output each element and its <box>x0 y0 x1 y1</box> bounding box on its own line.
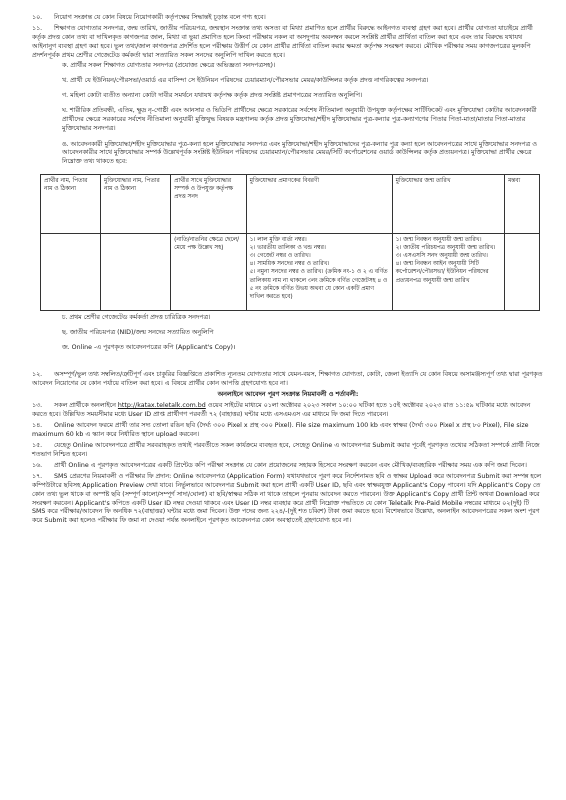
clause-12 <box>32 371 544 389</box>
clause-text: Online আবেদন ফরমে প্রার্থী তার সদ্য তোলা রঙিন ছবি (দৈর্ঘ্য ৩০০ Pixel x প্রস্থ ৩০০ Pixel). File size maximum 100 kb এবং স্বাক্ষর (দৈর্ঘ্য ৩০০ Pixel x প্রস্থ ৮০ Pixel), File size maximum 60 kb এ স্ক্যান করে নির্ধারিত স্থানে upload করবেন। <box>32 422 529 438</box>
proof-item: ৫। নমুনা সনদের নম্বর ও তারিখ। (ক্রমিক নং-১ ও ২ এ বর্ণিত তালিকায় নাম না থাকলে ৩নং ক্রমিকে বর্ণিত গেজেটসহ ৪ ও ৫ নং ক্রমিকে বর্ণিত উভয় অথবা যে কোন একটি প্রমাণ দাখিল করতে হবে) <box>249 269 388 301</box>
dob-item: ২। জাতীয় পরিচয়পত্র অনুযায়ী জন্ম তারিখ। <box>395 244 496 251</box>
clause-text: প্রার্থী Online এ পূরণকৃত আবেদনপত্রের একটি প্রিন্টেড কপি পরীক্ষা সংক্রান্ত যে কোন প্রয়োজনের সহায়ক হিসেবে সংরক্ষণ করবেন এবং মৌখিক/ব্যবহারিক পরীক্ষার সময় এক কপি জমা দিবেন। <box>54 461 527 469</box>
proof-item: ৩। গেজেট নম্বর ও তারিখ। <box>249 253 311 260</box>
list-item: ঙ. আবেদনকারী মুক্তিযোদ্ধা/শহীদ মুক্তিযোদ্ধার পুত্র-কন্যা হলে মুক্তিযোদ্ধার সনদপত্র এবং মুক্তিযোদ্ধা/শহীদ মুক্তিযোদ্ধাদের পুত্র-কন্যার পুত্র কন্যা হলে আবেদনপত্রের সাথে মুক্তিযোদ্ধার সনদপত্র ও আবেদনকারীর সাথে মুক্তিযোদ্ধার সম্পর্ক উল্লেখপূর্বক সংশ্লিষ্ট ইউনিয়ন পরিষদের চেয়ারম্যান/পৌরসভার মেয়র/সিটি কর্পোরেশনের ওয়ার্ড কাউন্সিলর কর্তৃক প্রত্যয়নপত্র। মুক্তিযোদ্ধা প্রার্থীর ক্ষেত্রে নিম্নোক্ত তথ্য থাকতে হবে: <box>62 140 537 166</box>
clause-number: ১৫. <box>32 441 43 449</box>
list-item: জ. Online -এ পূরণকৃত আবেদনপত্রের কপি (Applicant's Copy)। <box>62 344 236 352</box>
clause-17 <box>32 473 544 527</box>
clause-number: ১০. <box>32 14 43 21</box>
clause-14 <box>32 422 544 440</box>
dob-item: ১। জন্ম নিবন্ধন অনুযায়ী জন্ম তারিখ। <box>395 236 482 243</box>
clause-10 <box>32 14 544 23</box>
application-website-link[interactable]: http://katax.teletalk.com.bd <box>117 402 206 410</box>
freedom-fighter-info-table <box>40 174 540 311</box>
table-cell <box>392 233 504 310</box>
table-header: প্রার্থীর নাম, পিতার নাম ও ঠিকানা <box>41 174 101 233</box>
table-header: মন্তব্য <box>505 174 540 233</box>
clause-number: ১৭. <box>32 472 43 480</box>
clause-text: শিক্ষাগত যোগ্যতার সনদপত্র, জন্ম তারিখ, জাতীয় পরিচয়পত্র, জন্মস্থান সংক্রান্ত তথ্য অসত্য বা মিথ্যা প্রমাণিত হলে প্রার্থীর বিরুদ্ধে আইনগত ব্যবস্থা গ্রহণ করা হবে। প্রার্থীর যোগ্যতা যাচাইয়ে প্রার্থী কর্তৃক প্রদত্ত কোন তথ্য বা দাখিলকৃত কাগজপত্র জাল, মিথ্যা বা ভুয়া প্রমাণিত হলে কিংবা পরীক্ষায় নকল বা অসদুপায় অবলম্বন করলে সংশ্লিষ্ট প্রার্থীর প্রার্থিতা বাতিল করা হবে এবং তার বিরুদ্ধে যথাযথ আইনানুগ ব্যবস্থা গ্রহণ করা হবে। ভুল তথ্য/জাল কাগজপত্র প্রদর্শিত হলে পরীক্ষায় উত্তীর্ণ যে কোন প্রার্থীর প্রার্থিতা বাতিল করার ক্ষমতা কর্তৃপক্ষ সংরক্ষণ করবে। মৌখিক পরীক্ষার সময় কাগজপত্রের মূলকপি প্রদর্শনপূর্বক প্রথম শ্রেণীর গেজেটেড কর্মকর্তা দ্বারা সত্যায়িত সকল সনদের অনুলিপি দাখিল করতে হবে। <box>32 24 533 59</box>
dob-item: ৩। এসএসসি সনদ অনুযায়ী জন্ম তারিখ। <box>395 253 488 260</box>
clause-text: সকল প্রার্থীকে অনলাইনে <box>54 402 116 410</box>
proof-item: ১। লাল মুক্তি বার্তা নম্বর। <box>249 236 307 243</box>
clause-text: ওয়েব সাইটের মাধ্যমে ০১লা অক্টোবর ২০২৩ সকাল ১০:০০ ঘটিকা হতে ১৫ই অক্টোবর ২০২৩ রাত ১১:৫৯ ঘটিকার মধ্যে আবেদন করতে হবে। উল্লিখিত সময়সীমার মধ্যে User ID প্রাপ্ত প্রার্থীগণ পরবর্তী ৭২ (বাহাত্তর) ঘন্টার মধ্যে এসএমএস এর মাধ্যমে ফি জমা দিতে পারবেন। <box>32 402 531 419</box>
list-item: ছ. জাতীয় পরিচয়পত্র (NID)/জন্ম সনদের সত্যায়িত অনুলিপি <box>62 328 214 336</box>
table-header: প্রার্থীর সাথে মুক্তিযোদ্ধার সম্পর্ক ও উপযুক্ত কর্তৃপক্ষ প্রদত্ত সনদ <box>171 174 246 233</box>
proof-item: ২। ভারতীয় তালিকা ও খন্ড নম্বর। <box>249 244 326 251</box>
list-item: ক. প্রার্থীর সকল শিক্ষাগত যোগ্যতার সনদপত্র (প্রযোজ্য ক্ষেত্রে অভিজ্ঞতা সনদপত্রসহ)। <box>62 61 276 69</box>
clause-text: নিয়োগ সংক্রান্ত যে কোন বিষয়ে নিয়োগকারী কর্তৃপক্ষের সিদ্ধান্তই চূড়ান্ত বলে গণ্য হবে। <box>54 14 266 21</box>
online-rules-heading: অনলাইনে আবেদন পূরণ সংক্রান্ত নিয়মাবলী ও শর্তাবলী: <box>217 391 359 399</box>
proof-item: ৪। সাময়িক সনদের নম্বর ও তারিখ। <box>249 261 330 268</box>
table-cell <box>246 233 392 310</box>
dob-item: ৪। জন্ম নিবন্ধন আইন অনুযায়ী সিটি কর্পোরেশন/পৌরসভা/ ইউনিয়ন পরিষদের প্রত্যয়নপত্র অনুযায়ী জন্ম তারিখ <box>395 261 489 284</box>
clause-text: SMS প্রেরণের নিয়মাবলী ও পরীক্ষার ফি প্রদান: Online আবেদনপত্র (Application Form) যথাযথভাবে পূরণ করে নির্দেশনামত ছবি ও স্বাক্ষর Upload করে আবেদনপত্র Submit করা সম্পন্ন হলে কম্পিউটারে ছবিসহ Application Preview দেখা যাবে। নির্ভুলভাবে আবেদনপত্র Submit করা হলে প্রার্থী একটি User ID, ছবি এবং স্বাক্ষরযুক্ত Applicant's Copy পাবেন। যদি Applicant's Copy তে কোন তথ্য ভুল থাকে বা অস্পষ্ট ছবি (সম্পূর্ণ কালো/সম্পূর্ণ সাদা/ঘোলা) বা ছবি/স্বাক্ষর সঠিক না থাকে তাহলে পুনরায় আবেদন করতে পারবেন। উক্ত Applicant's Copy প্রার্থী প্রিন্ট অথবা Download করে সংরক্ষণ করবেন। Applicant's কপিতে একটি User ID নম্বর দেওয়া থাকবে এবং User ID নম্বর ব্যবহার করে প্রার্থী নিম্নোক্ত পদ্ধতিতে যে কোন Teletalk Pre-Paid Mobile নম্বরের মাধ্যমে ০২(দুই) টি SMS করে পরীক্ষার/আবেদন ফি অনধিক ৭২(বাহাত্তর) ঘন্টার মধ্যে জমা দিবেন। উক্ত পদের জন্য ২২৪/-(দুই শত চব্বিশ) টাকা জমা করতে হবে। বিশেষভাবে উল্লেখ্য, অনলাইন আবেদনপত্রের সকল অংশ পূরণ করে Submit করা হলেও পরীক্ষার ফি জমা না দেওয়া পর্যন্ত অনলাইনে পূরণকৃত আবেদনপত্র কোন অবস্থাতেই গ্রহণযোগ্য হবে না। <box>32 472 541 525</box>
clause-15 <box>32 442 544 460</box>
clause-number: ১৪. <box>32 422 43 429</box>
clause-number: ১৬. <box>32 461 43 469</box>
list-item: গ. মহিলা কোটা ব্যতীত অন্যান্য কোটা দাবীর সমর্থনে যথাযথ কর্তৃপক্ষ কর্তৃক প্রদত্ত সংশ্লিষ্ট প্রমাণপত্রের সত্যায়িত অনুলিপি। <box>62 92 363 100</box>
list-item: চ. প্রথম শ্রেণীর গেজেটেড কর্মকর্তা প্রদত্ত চারিত্রিক সনদপত্র। <box>62 313 211 321</box>
table-header: মুক্তিযোদ্ধার প্রমাণকের বিবরণী <box>246 174 392 233</box>
table-cell <box>101 233 171 310</box>
table-cell: (নাতি/নাতনির ক্ষেত্রে ছেলে/মেয়ে পক্ষ উল্লেখ সহ) <box>171 233 246 310</box>
clause-text: যেহেতু Online আবেদনপত্রে প্রার্থীর সরবরাহকৃত তথ্যই পরবর্তীতে সকল কার্যক্রমে ব্যবহৃত হবে, সেহেতু Online এ আবেদনপত্র Submit করার পূর্বেই পূরণকৃত তথ্যের সঠিকতা সম্পর্কে প্রার্থী নিজে শতভাগ নিশ্চিত হবেন। <box>32 441 540 458</box>
table-cell <box>41 233 101 310</box>
clause-13 <box>32 402 544 420</box>
clause-11 <box>32 25 544 167</box>
table-header: মুক্তিযোদ্ধার নাম, পিতার নাম ও ঠিকানা <box>101 174 171 233</box>
clause-16 <box>32 462 544 471</box>
table-header: মুক্তিযোদ্ধার জন্ম তারিখ <box>392 174 504 233</box>
table-cell <box>505 233 540 310</box>
clause-text: অসম্পূর্ণ/ভুল তথ্য সম্বলিত/ত্রুটিপূর্ণ এবং চাকুরির বিজ্ঞপ্তিতে প্রকাশিত ন্যূনতম যোগ্যতার সাথে যেমন-বয়স, শিক্ষাগত যোগ্যতা, কোটা, জেলা ইত্যাদি যে কোন বিষয়ে অসামঞ্জস্যপূর্ণ তথ্য দ্বারা পূরণকৃত আবেদন নিয়োগের যে কোন পর্যায়ে বাতিল করা হবে। এ বিষয়ে প্রার্থীর কোন আপত্তি গ্রহণযোগ্য হবে না। <box>32 371 543 388</box>
clause-number: ১৩. <box>32 402 43 410</box>
document-page <box>32 14 544 526</box>
list-item: খ. প্রার্থী যে ইউনিয়ন/পৌরসভা/ওয়ার্ড এর বাসিন্দা সে ইউনিয়ন পরিষদের চেয়ারম্যান/পৌরসভার মেয়র/কাউন্সিলর কর্তৃক প্রদত্ত নাগরিকত্বের সনদপত্র। <box>62 76 429 84</box>
clause-11-continued <box>32 314 544 353</box>
list-item: ঘ. শারীরিক প্রতিবন্ধী, এতিম, ক্ষুদ্র নৃ-গোষ্ঠী এবং আনসার ও ভিডিপি প্রার্থীদের ক্ষেত্রে সরকারের সর্বশেষ নীতিমালা অনুযায়ী উপযুক্ত কর্তৃপক্ষের সার্টিফিকেট এবং মুক্তিযোদ্ধা কোটার আবেদনকারী প্রার্থীদের ক্ষেত্রে সরকারের সর্বশেষ নীতিমালা অনুযায়ী মুক্তিযুদ্ধ বিষয়ক মন্ত্রণালয় কর্তৃক প্রদত্ত মুক্তিযোদ্ধা/শহীদ মুক্তিযোদ্ধার পুত্র-কন্যার পুত্র-কন্যাগণের পিতার পিতা-মাতা/মাতার পিতা-মাতার মুক্তিযোদ্ধার সনদপত্র। <box>62 107 537 133</box>
clause-number: ১১. <box>32 24 43 32</box>
clause-number: ১২. <box>32 371 43 379</box>
